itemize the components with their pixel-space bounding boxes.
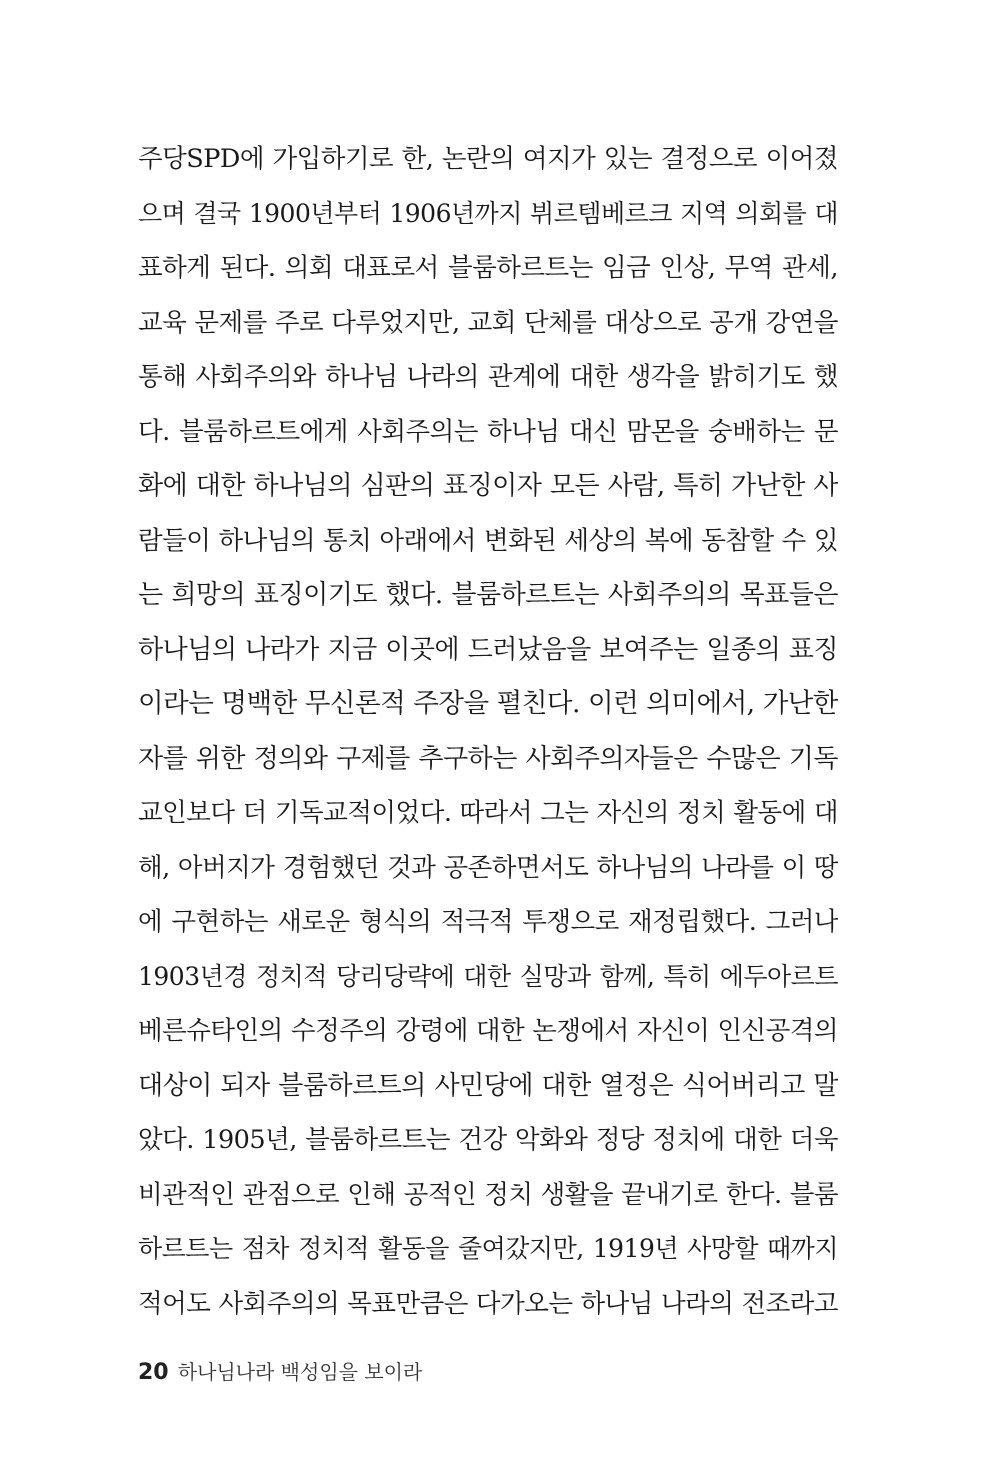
text-line: 다. 블룸하르트에게 사회주의는 하나님 대신 맘몬을 숭배하는 문 bbox=[138, 416, 838, 447]
text-line: 하나님의 나라가 지금 이곳에 드러났음을 보여주는 일종의 표징 bbox=[138, 634, 838, 665]
text-line: 화에 대한 하나님의 심판의 표징이자 모든 사람, 특히 가난한 사 bbox=[138, 471, 838, 501]
text-line: 해, 아버지가 경험했던 것과 공존하면서도 하나님의 나라를 이 땅 bbox=[138, 852, 838, 883]
text-line: 자를 위한 정의와 구제를 추구하는 사회주의자들은 수많은 기독 bbox=[138, 743, 838, 774]
text-line: 하르트는 점차 정치적 활동을 줄여갔지만, 1919년 사망할 때까지 bbox=[138, 1234, 838, 1263]
text-line: 베른슈타인의 수정주의 강령에 대한 논쟁에서 자신이 인신공격의 bbox=[138, 1016, 838, 1046]
text-line: 에 구현하는 새로운 형식의 적극적 투쟁으로 재정립했다. 그러나 bbox=[138, 907, 838, 937]
text-line: 1903년경 정치적 당리당략에 대한 실망과 함께, 특히 에두아르트 bbox=[138, 961, 838, 991]
text-line: 교인보다 더 기독교적이었다. 따라서 그는 자신의 정치 활동에 대 bbox=[138, 798, 838, 828]
page-footer bbox=[138, 1356, 422, 1385]
text-line: 표하게 된다. 의회 대표로서 블룸하르트는 임금 인상, 무역 관세, bbox=[138, 253, 838, 283]
text-line: 통해 사회주의와 하나님 나라의 관계에 대한 생각을 밝히기도 했 bbox=[138, 362, 838, 392]
text-line: 이라는 명백한 무신론적 주장을 펼친다. 이런 의미에서, 가난한 bbox=[138, 688, 838, 719]
text-line: 으며 결국 1900년부터 1906년까지 뷔르템베르크 지역 의회를 대 bbox=[138, 198, 838, 228]
text-line: 았다. 1905년, 블룸하르트는 건강 악화와 정당 정치에 대한 더욱 bbox=[138, 1125, 838, 1155]
running-title: 하나님나라 백성임을 보이라 bbox=[177, 1360, 423, 1384]
body-text bbox=[138, 132, 838, 1331]
text-line: 대상이 되자 블룸하르트의 사민당에 대한 열정은 식어버리고 말 bbox=[138, 1070, 838, 1101]
text-line: 적어도 사회주의의 목표만큼은 다가오는 하나님 나라의 전조라고 bbox=[138, 1288, 838, 1319]
text-line: 주당SPD에 가입하기로 한, 논란의 여지가 있는 결정으로 이어졌 bbox=[138, 144, 838, 174]
text-line: 교육 문제를 주로 다루었지만, 교회 단체를 대상으로 공개 강연을 bbox=[138, 307, 838, 338]
text-line: 람들이 하나님의 통치 아래에서 변화된 세상의 복에 동참할 수 있 bbox=[138, 525, 838, 556]
text-line: 는 희망의 표징이기도 했다. 블룸하르트는 사회주의의 목표들은 bbox=[138, 580, 838, 610]
text-line: 비관적인 관점으로 인해 공적인 정치 생활을 끝내기로 한다. 블룸 bbox=[138, 1179, 838, 1210]
page-number: 20 bbox=[138, 1360, 169, 1385]
